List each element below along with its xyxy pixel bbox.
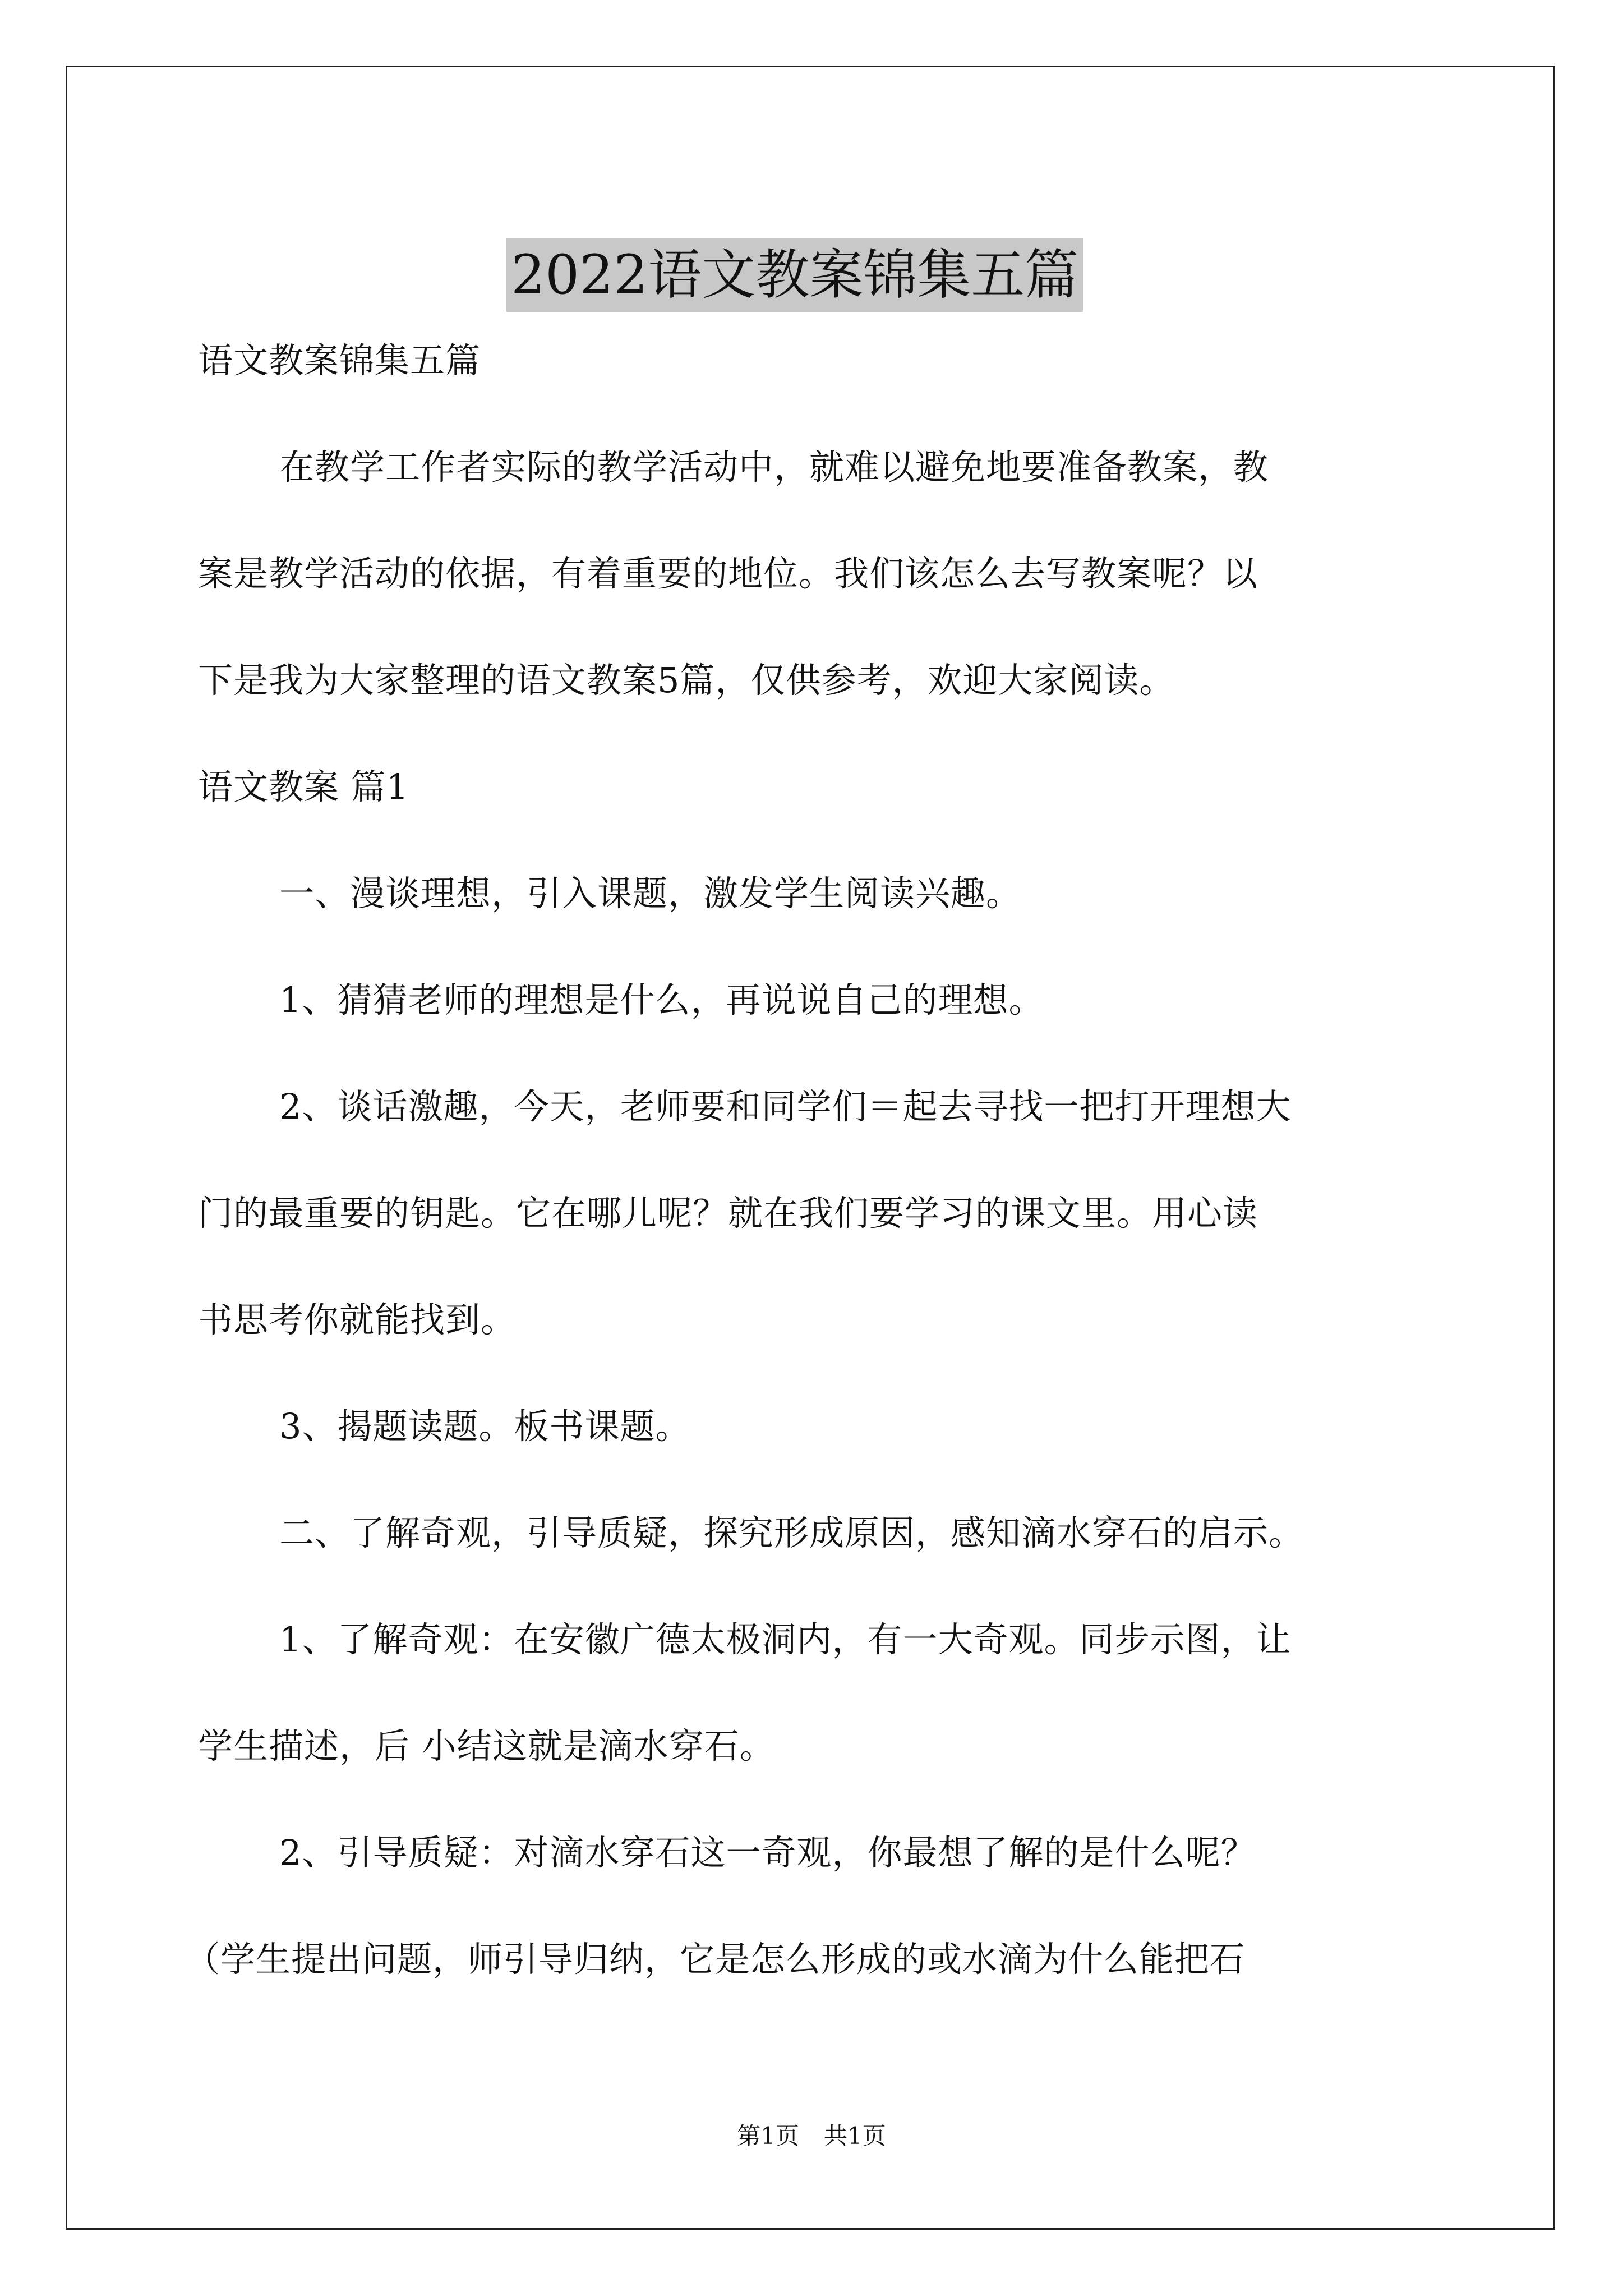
paragraph-line: （学生提出问题，师引导归纳，它是怎么形成的或水滴为什么能把石	[185, 1939, 1246, 1980]
page-total: 共1页	[824, 2122, 886, 2150]
paragraph-line: 门的最重要的钥匙。它在哪儿呢？就在我们要学习的课文里。用心读	[198, 1193, 1258, 1234]
paragraph-line: 一、漫谈理想，引入课题，激发学生阅读兴趣。	[279, 873, 1022, 914]
paragraph-line: 案是教学活动的依据，有着重要的地位。我们该怎么去写教案呢？以	[198, 553, 1258, 594]
paragraph-line: 下是我为大家整理的语文教案5篇，仅供参考，欢迎大家阅读。	[198, 660, 1175, 701]
page-footer	[0, 2119, 1623, 2153]
paragraph-line: 1、了解奇观：在安徽广德太极洞内，有一大奇观。同步示图，让	[279, 1619, 1292, 1660]
paragraph-line: 2、引导质疑：对滴水穿石这一奇观，你最想了解的是什么呢？	[279, 1832, 1256, 1873]
page-border	[66, 66, 1555, 2230]
paragraph-line: 1、猜猜老师的理想是什么，再说说自己的理想。	[279, 979, 1044, 1020]
paragraph-line: 在教学工作者实际的教学活动中，就难以避免地要准备教案，教	[279, 447, 1269, 487]
paragraph-line: 书思考你就能找到。	[198, 1299, 517, 1340]
section-heading: 语文教案锦集五篇	[198, 340, 481, 381]
paragraph-line: 3、揭题读题。板书课题。	[279, 1406, 691, 1447]
document-title: 2022语文教案锦集五篇	[506, 238, 1083, 312]
section-heading: 语文教案 篇1	[198, 766, 409, 807]
paragraph-line: 2、谈话激趣，今天，老师要和同学们＝起去寻找一把打开理想大	[279, 1086, 1292, 1127]
paragraph-line: 学生描述，后 小结这就是滴水穿石。	[198, 1726, 775, 1766]
paragraph-line: 二、了解奇观，引导质疑，探究形成原因，感知滴水穿石的启示。	[279, 1512, 1304, 1553]
page-number: 第1页	[737, 2122, 799, 2150]
